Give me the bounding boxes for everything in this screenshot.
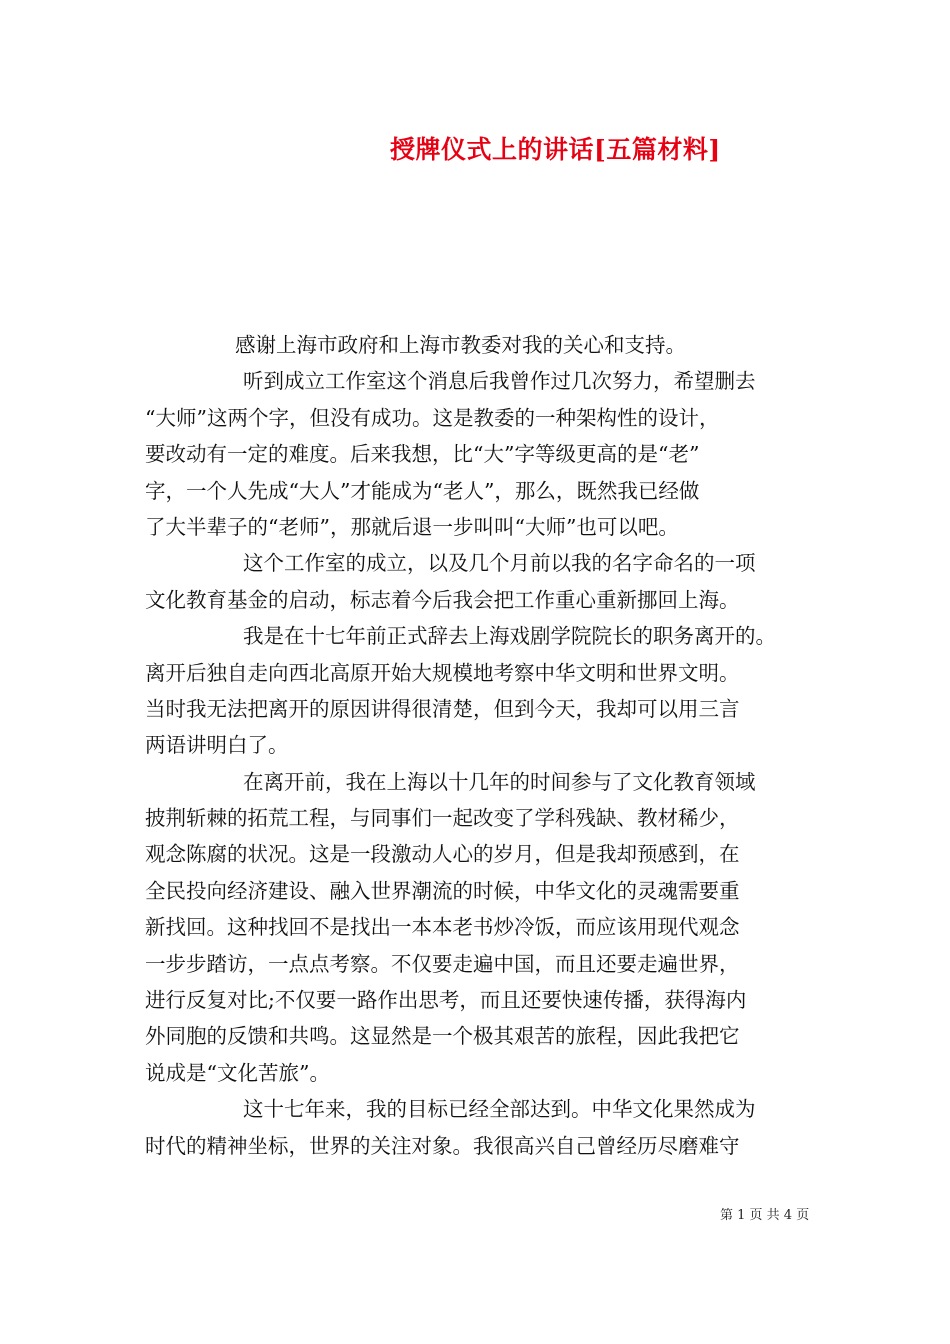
paragraph-line: 在离开前，我在上海以十几年的时间参与了文化教育领域 bbox=[243, 769, 756, 794]
paragraph-line: 这十七年来，我的目标已经全部达到。中华文化果然成为 bbox=[243, 1097, 756, 1122]
paragraph-line: 文化教育基金的启动，标志着今后我会把工作重心重新挪回上海。 bbox=[145, 587, 740, 612]
paragraph-line: 当时我无法把离开的原因讲得很清楚，但到今天，我却可以用三言 bbox=[145, 696, 740, 721]
paragraph-line: 新找回。这种找回不是找出一本本老书炒冷饭，而应该用现代观念 bbox=[145, 915, 740, 940]
paragraph-line: 披荆斩棘的拓荒工程，与同事们一起改变了学科残缺、教材稀少， bbox=[145, 806, 740, 831]
paragraph-line: 要改动有一定的难度。后来我想，比“大”字等级更高的是“老” bbox=[145, 442, 700, 467]
paragraph-line: 离开后独自走向西北高原开始大规模地考察中华文明和世界文明。 bbox=[145, 660, 740, 685]
paragraph-line: 感谢上海市政府和上海市教委对我的关心和支持。 bbox=[235, 333, 686, 357]
document-body bbox=[145, 327, 825, 1164]
paragraph-line: 听到成立工作室这个消息后我曾作过几次努力，希望删去 bbox=[243, 369, 756, 394]
paragraph-line: 两语讲明白了。 bbox=[145, 733, 289, 758]
document-title: 授牌仪式上的讲话[五篇材料] bbox=[390, 135, 721, 164]
paragraph-line: 这个工作室的成立，以及几个月前以我的名字命名的一项 bbox=[243, 551, 756, 576]
page-footer: 第 1 页 共 4 页 bbox=[720, 1208, 810, 1223]
paragraph-line: 说成是“文化苦旅”。 bbox=[145, 1060, 330, 1085]
paragraph-line: 外同胞的反馈和共鸣。这显然是一个极其艰苦的旅程，因此我把它 bbox=[145, 1024, 740, 1049]
paragraph-line: 全民投向经济建设、融入世界潮流的时候，中华文化的灵魂需要重 bbox=[145, 878, 740, 903]
paragraph-line: 一步步踏访，一点点考察。不仅要走遍中国，而且还要走遍世界， bbox=[145, 951, 740, 976]
paragraph-line: “大师”这两个字，但没有成功。这是教委的一种架构性的设计， bbox=[145, 405, 720, 430]
paragraph-line: 时代的精神坐标，世界的关注对象。我很高兴自己曾经历尽磨难守 bbox=[145, 1133, 740, 1158]
paragraph-line: 观念陈腐的状况。这是一段激动人心的岁月，但是我却预感到，在 bbox=[145, 842, 740, 867]
paragraph-line: 字，一个人先成“大人”才能成为“老人”，那么，既然我已经做 bbox=[145, 478, 700, 503]
paragraph-line: 进行反复对比;不仅要一路作出思考，而且还要快速传播，获得海内 bbox=[145, 988, 747, 1013]
paragraph-line: 了大半辈子的“老师”，那就后退一步叫叫“大师”也可以吧。 bbox=[145, 514, 679, 539]
paragraph-line: 我是在十七年前正式辞去上海戏剧学院院长的职务离开的。 bbox=[243, 624, 776, 649]
